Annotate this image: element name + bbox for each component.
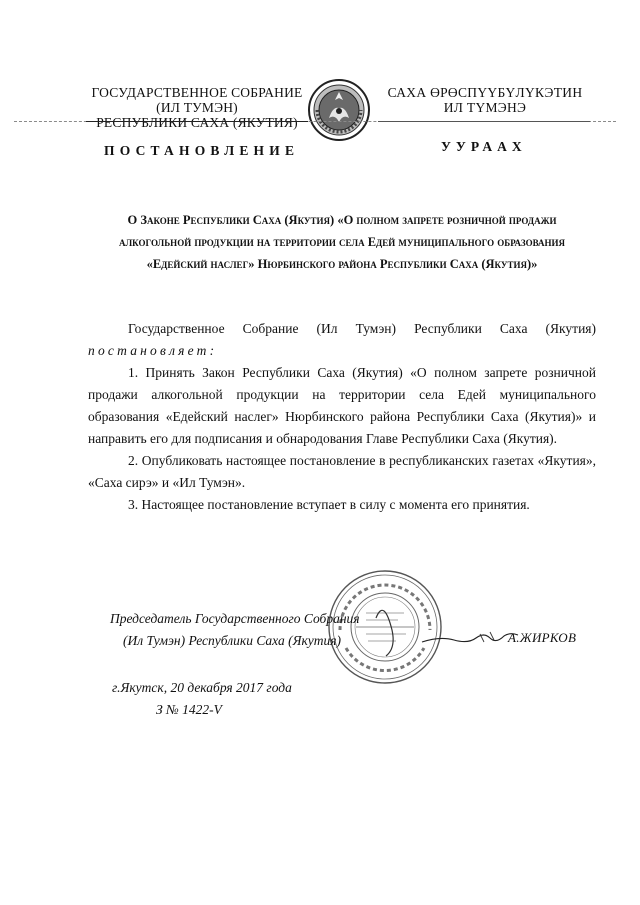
- header-left-block: [86, 85, 308, 130]
- header-right-line2: ИЛ ТҮМЭНЭ: [443, 100, 527, 115]
- place-date: г.Якутск, 20 декабря 2017 года: [112, 680, 292, 695]
- item-2: 2. Опубликовать настоящее постановление в республиканских газетах «Якутия», «Саха сирэ» и «Ил Тумэн».: [88, 453, 596, 490]
- item-3: 3. Настоящее постановление вступает в силу с момента его принятия.: [128, 497, 530, 512]
- title-line2: алкогольной продукции на территории села Едей муниципального образования: [118, 235, 566, 249]
- header-right-line1: САХА ӨРӨСПҮҮБҮЛҮКЭТИН: [387, 85, 583, 100]
- resolves-line: постановляет:: [88, 343, 218, 358]
- signer-name: А.ЖИРКОВ: [508, 630, 577, 645]
- position-line2: (Ил Тумэн) Республики Саха (Якутия): [123, 633, 342, 648]
- document-body: [88, 318, 596, 516]
- intro-line: Государственное Собрание (Ил Тумэн) Республики Саха (Якутия): [128, 321, 596, 336]
- position-line1: Председатель Государственного Собрания: [110, 611, 360, 626]
- header-divider-right: [378, 121, 590, 122]
- header-divider-left: [86, 121, 308, 122]
- signature-position: [110, 608, 360, 652]
- coat-of-arms-emblem-icon: [307, 78, 371, 142]
- doc-type-right: УУРААХ: [441, 139, 527, 154]
- handwritten-signature-icon: [420, 620, 520, 650]
- title-line3: «Едейский наслег» Нюрбинского района Республики Саха (Якутия)»: [146, 257, 538, 271]
- header-left-line1: ГОСУДАРСТВЕННОЕ СОБРАНИЕ: [91, 85, 303, 100]
- doc-type-left: ПОСТАНОВЛЕНИЕ: [104, 143, 300, 158]
- document-footer: [112, 677, 292, 721]
- header-right-block: [380, 85, 590, 115]
- header-left-line3: РЕСПУБЛИКИ САХА (ЯКУТИЯ): [96, 115, 298, 130]
- document-title: [86, 209, 598, 275]
- title-line1: О Законе Республики Саха (Якутия) «О полном запрете розничной продажи: [127, 213, 557, 227]
- header-left-line2: (ИЛ ТУМЭН): [156, 100, 238, 115]
- item-1: 1. Принять Закон Республики Саха (Якутия) «О полном запрете розничной продажи алкогольной продукции на территории села Едей муниципального образования «Едейский наслег» Нюрбинского района Республики Саха (Якутия)» и направить его для подписания и обнародования Главе Республики Саха (Якутия).: [88, 365, 596, 446]
- document-number: З № 1422-V: [156, 702, 222, 717]
